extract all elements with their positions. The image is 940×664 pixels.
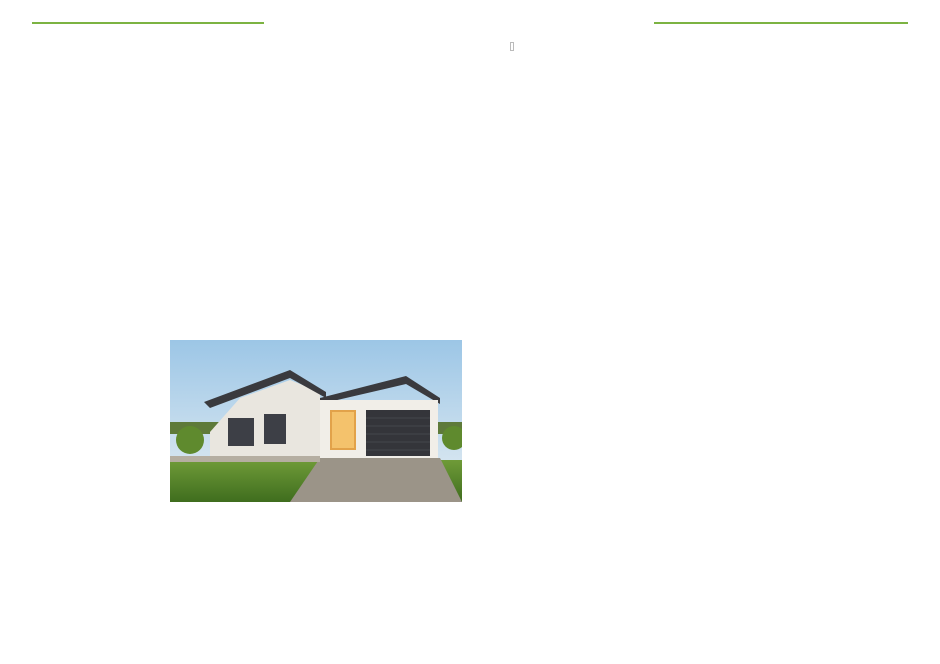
credit-box <box>795 352 927 356</box>
right-page <box>470 0 940 664</box>
text-column-3 <box>308 518 454 635</box>
header-rule-right <box>654 22 908 24</box>
text-column-5 <box>642 196 768 636</box>
text-column-1 <box>32 348 164 635</box>
table-corner-label <box>511 43 514 51</box>
stacked-bar-chart <box>515 444 895 480</box>
house-photo <box>170 340 462 502</box>
text-column-2 <box>170 518 302 635</box>
table-header-row <box>511 43 514 51</box>
text-column-6 <box>775 196 907 346</box>
header-rule-left <box>32 22 264 24</box>
temperature-class-table <box>510 42 514 51</box>
references <box>795 432 927 433</box>
text-column-4 <box>510 134 636 636</box>
